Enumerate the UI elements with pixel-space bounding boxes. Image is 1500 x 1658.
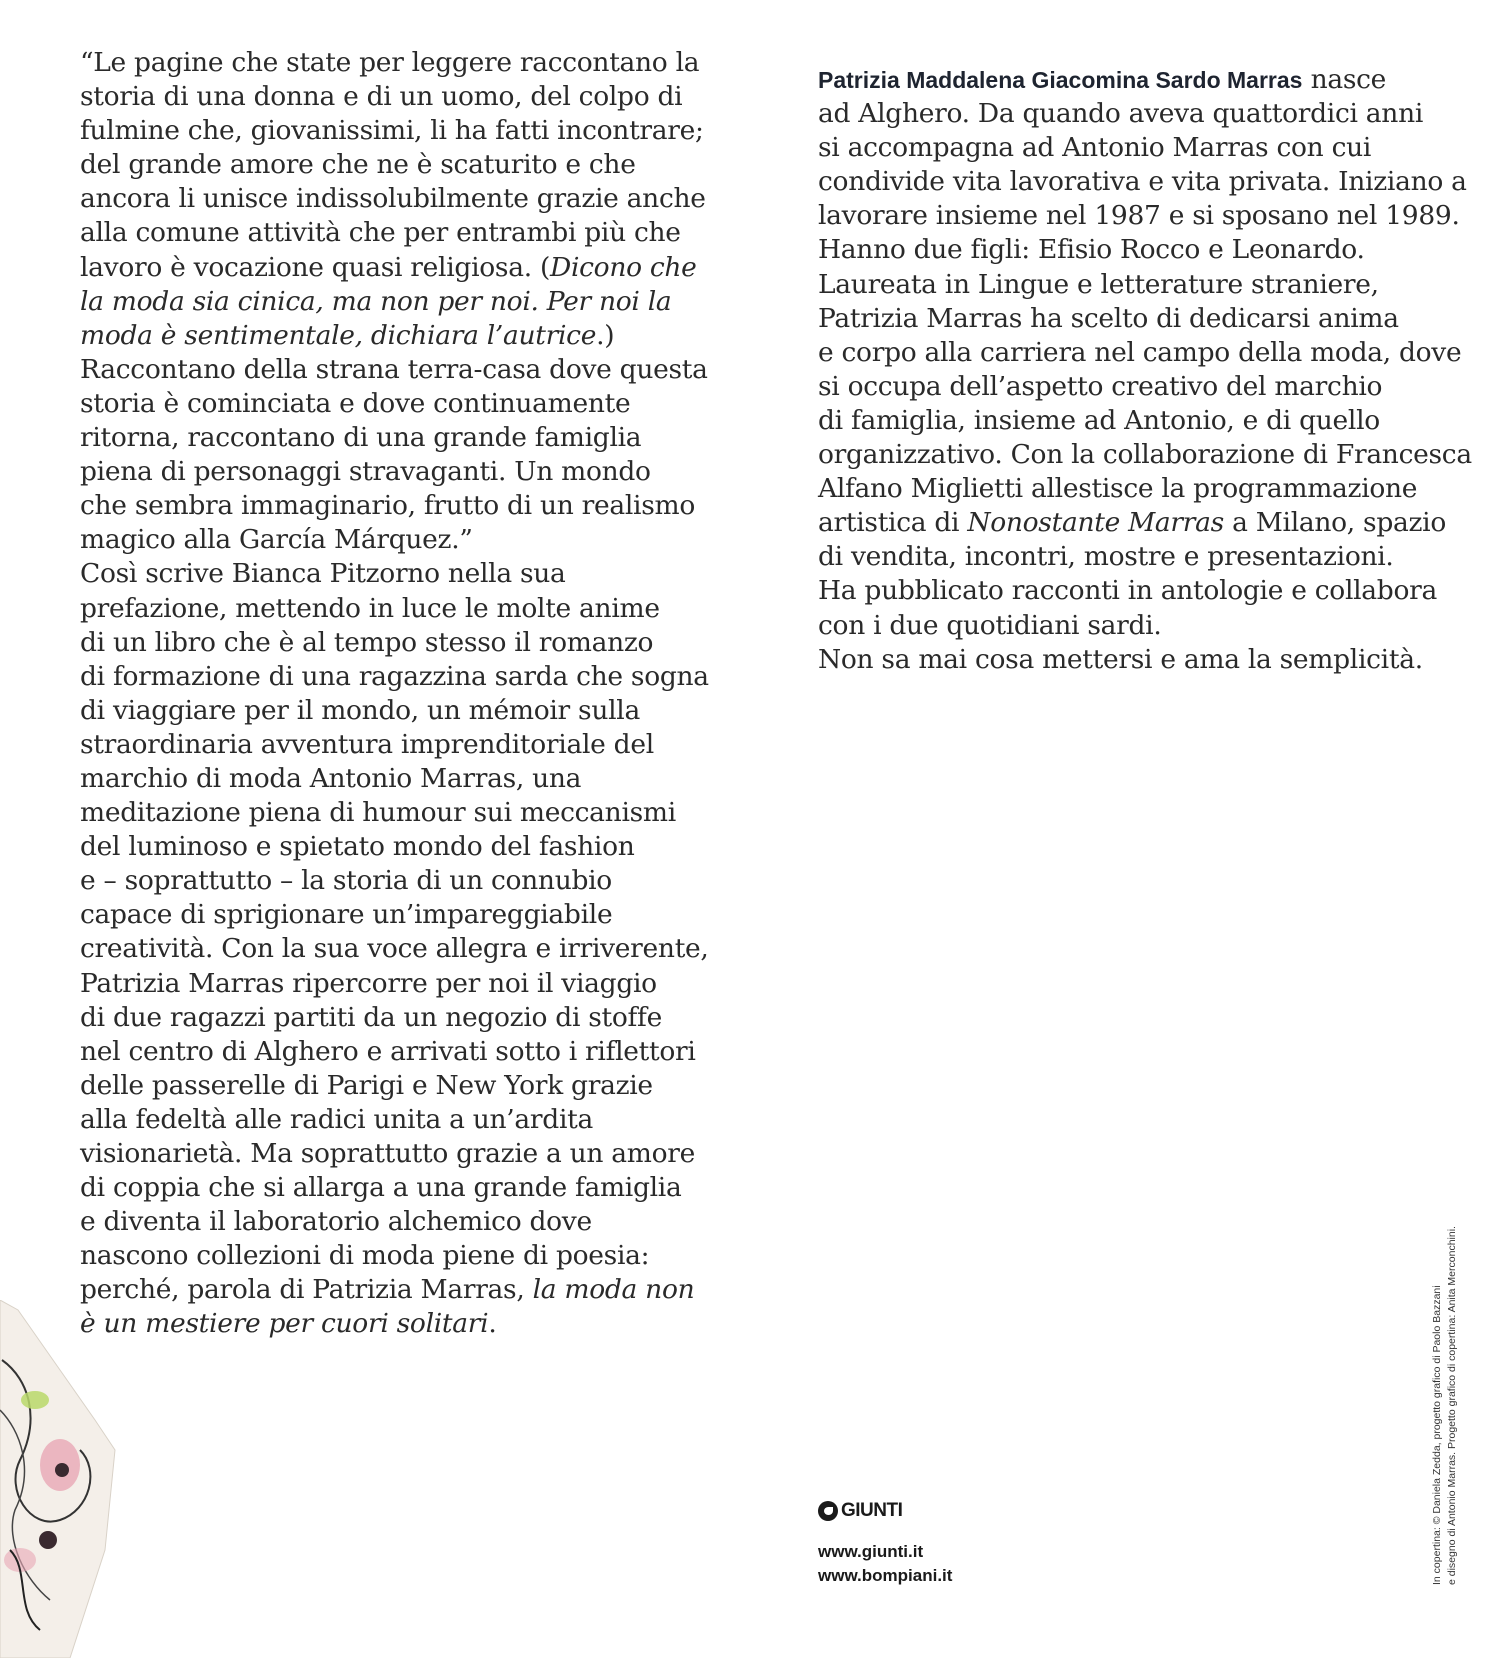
blurb-line (80, 557, 680, 591)
blurb-line (80, 523, 680, 557)
blurb-line (80, 694, 680, 728)
blurb-line (80, 148, 680, 182)
blurb-line (80, 80, 683, 114)
art-dark-dot (39, 1531, 57, 1549)
text-run: .) (596, 319, 615, 351)
text-run: organizzativo. Con la collaborazione di Francesca (818, 439, 1472, 471)
bio-line (818, 302, 1438, 336)
cover-credits (1430, 1226, 1460, 1585)
bio-line (818, 404, 1438, 438)
url-giunti[interactable]: www.giunti.it (818, 1542, 924, 1561)
bio-line (818, 233, 1438, 267)
text-run: creatività. Con la sua voce allegra e irriverente, (80, 933, 709, 965)
text-run: artistica di (818, 507, 968, 539)
blurb-line (80, 251, 697, 285)
blurb-line (80, 1137, 696, 1171)
text-run: marchio di moda Antonio Marras, una (80, 762, 582, 794)
blurb-line (80, 932, 709, 966)
cover-art-fragment (0, 1300, 120, 1658)
text-run: a Milano, spazio (1223, 507, 1447, 539)
text-run: lavoro è vocazione quasi religiosa. ( (80, 251, 550, 283)
text-run: di un libro che è al tempo stesso il romanzo (80, 626, 654, 658)
blurb-line (80, 898, 680, 932)
text-run: meditazione piena di humour sui meccanismi (80, 797, 676, 829)
text-run: Raccontano della strana terra-casa dove questa (80, 353, 708, 385)
text-run: storia è cominciata e dove continuamente (80, 387, 631, 419)
text-run: nel centro di Alghero e arrivati sotto i riflettori (80, 1035, 696, 1067)
text-run: straordinaria avventura imprenditoriale del (80, 728, 654, 760)
text-run: Patrizia Marras ripercorre per noi il viaggio (80, 967, 657, 999)
text-run: visionarietà. Ma soprattutto grazie a un amore (80, 1138, 696, 1169)
bio-line (818, 506, 1447, 540)
credits-line: e disegno di Antonio Marras. Progetto grafico di copertina: Anita Merconchini. (1446, 1226, 1458, 1585)
blurb-line (80, 182, 706, 216)
text-run: Ha pubblicato racconti in antologie e collabora (818, 575, 1437, 607)
bio-line (818, 643, 1438, 677)
bio-line (818, 63, 1438, 97)
blurb-line (80, 387, 680, 421)
blurb-line (80, 1103, 680, 1137)
bio-line (818, 97, 1438, 131)
blurb-line (80, 114, 704, 148)
blurb-line (80, 967, 680, 1001)
text-run: magico alla García Márquez.” (80, 524, 473, 556)
blurb-line (80, 319, 680, 353)
blurb-line (80, 864, 680, 898)
blurb-line (80, 592, 680, 626)
text-run: con i due quotidiani sardi. (818, 609, 1162, 641)
author-name: Patrizia Maddalena Giacomina Sardo Marras (818, 67, 1303, 93)
text-run: di due ragazzi partiti da un negozio di stoffe (80, 1001, 662, 1033)
text-run: del grande amore che ne è scaturito e che (80, 149, 636, 181)
text-run: che sembra immaginario, frutto di un realismo (80, 490, 695, 522)
text-run: Così scrive Bianca Pitzorno nella sua (80, 558, 566, 590)
bio-line (818, 609, 1438, 643)
publisher-logo (818, 1500, 902, 1522)
blurb-line (80, 1239, 680, 1273)
bio-line (818, 540, 1438, 574)
blurb-line (80, 1069, 680, 1103)
text-run: si accompagna ad Antonio Marras con cui (818, 132, 1372, 164)
publisher-urls (818, 1540, 952, 1588)
blurb-line (80, 1001, 680, 1035)
author-biography (818, 63, 1472, 677)
text-run: prefazione, mettendo in luce le molte anime (80, 592, 660, 624)
blurb-line (80, 46, 700, 80)
blurb-line (80, 1273, 695, 1307)
text-run: nasce (1302, 64, 1387, 95)
italic-text: moda è sentimentale, dichiara l’autrice (80, 319, 597, 351)
blurb-line (80, 1171, 680, 1205)
text-run: si occupa dell’aspetto creativo del marchio (818, 370, 1383, 402)
bio-line (818, 199, 1460, 233)
text-run: ancora li unisce indissolubilmente grazie anche (80, 183, 706, 215)
text-run: alla fedeltà alle radici unita a un’ardita (80, 1103, 593, 1135)
text-run: nascono collezioni di moda piene di poesia: (80, 1240, 650, 1272)
bio-line (818, 438, 1472, 472)
italic-text: è un mestiere per cuori solitari (80, 1308, 489, 1340)
italic-text: la moda non (532, 1274, 695, 1306)
text-run: di viaggiare per il mondo, un mémoir sulla (80, 694, 640, 726)
text-run: del luminoso e spietato mondo del fashion (80, 831, 635, 863)
blurb-line (80, 455, 680, 489)
blurb-line (80, 1205, 680, 1239)
text-run: storia di una donna e di un uomo, del colpo di (80, 81, 683, 113)
bio-line (818, 472, 1438, 506)
text-run: delle passerelle di Parigi e New York grazie (80, 1069, 653, 1101)
blurb-line (80, 1307, 680, 1341)
text-run: Laureata in Lingue e letterature straniere, (818, 268, 1379, 300)
text-run: piena di personaggi stravaganti. Un mondo (80, 456, 651, 488)
bio-line (818, 574, 1438, 608)
text-run: di coppia che si allarga a una grande famiglia (80, 1172, 682, 1204)
url-bompiani[interactable]: www.bompiani.it (818, 1566, 953, 1585)
blurb-line (80, 285, 680, 319)
text-run: ritorna, raccontano di una grande famiglia (80, 422, 642, 454)
text-run: Hanno due figli: Efisio Rocco e Leonardo. (818, 234, 1365, 266)
blurb-line (80, 660, 709, 694)
italic-text: Dicono che (550, 251, 697, 283)
italic-text: la moda sia cinica, ma non per noi. Per noi la (80, 285, 672, 317)
text-run: ad Alghero. Da quando aveva quattordici anni (818, 98, 1424, 130)
text-run: lavorare insieme nel 1987 e si sposano nel 1989. (818, 200, 1460, 232)
text-run: Alfano Miglietti allestisce la programmazione (818, 473, 1418, 505)
italic-text: Nonostante Marras (967, 507, 1224, 539)
credits-line: In copertina: © Daniela Zedda, progetto grafico di Paolo Bazzani (1431, 1285, 1443, 1585)
text-run: e corpo alla carriera nel campo della moda, dove (818, 336, 1462, 368)
text-run: “Le pagine che state per leggere raccontano la (80, 47, 700, 78)
back-cover-blurb (80, 46, 709, 1342)
text-run: . (488, 1308, 497, 1340)
blurb-line (80, 762, 680, 796)
text-run: di vendita, incontri, mostre e presentazioni. (818, 541, 1394, 573)
text-run: fulmine che, giovanissimi, li ha fatti incontrare; (80, 115, 704, 147)
text-run: di formazione di una ragazzina sarda che sogna (80, 660, 709, 692)
text-run: e diventa il laboratorio alchemico dove (80, 1206, 592, 1238)
text-run: perché, parola di Patrizia Marras, (80, 1274, 533, 1306)
blurb-line (80, 353, 708, 387)
blurb-line (80, 728, 680, 762)
blurb-line (80, 489, 695, 523)
giunti-logo-icon (818, 1501, 838, 1521)
blurb-line (80, 830, 680, 864)
blurb-line (80, 626, 680, 660)
text-run: alla comune attività che per entrambi più che (80, 217, 681, 249)
bio-line (818, 336, 1462, 370)
bio-line (818, 131, 1438, 165)
blurb-line (80, 421, 680, 455)
text-run: di famiglia, insieme ad Antonio, e di quello (818, 404, 1380, 436)
text-run: Non sa mai cosa mettersi e ama la semplicità. (818, 643, 1423, 675)
bio-line (818, 370, 1438, 404)
art-dark-dot (55, 1463, 69, 1477)
bio-line (818, 165, 1467, 199)
publisher-logo-text: GIUNTI (841, 1500, 903, 1521)
text-run: Patrizia Marras ha scelto di dedicarsi anima (818, 302, 1399, 334)
text-run: capace di sprigionare un’impareggiabile (80, 899, 613, 931)
text-run: e – soprattutto – la storia di un connubio (80, 865, 612, 897)
blurb-line (80, 1035, 696, 1069)
text-run: condivide vita lavorativa e vita privata. Iniziano a (818, 166, 1467, 198)
bio-line (818, 268, 1438, 302)
blurb-line (80, 216, 680, 250)
art-green-blob (21, 1391, 49, 1409)
blurb-line (80, 796, 680, 830)
